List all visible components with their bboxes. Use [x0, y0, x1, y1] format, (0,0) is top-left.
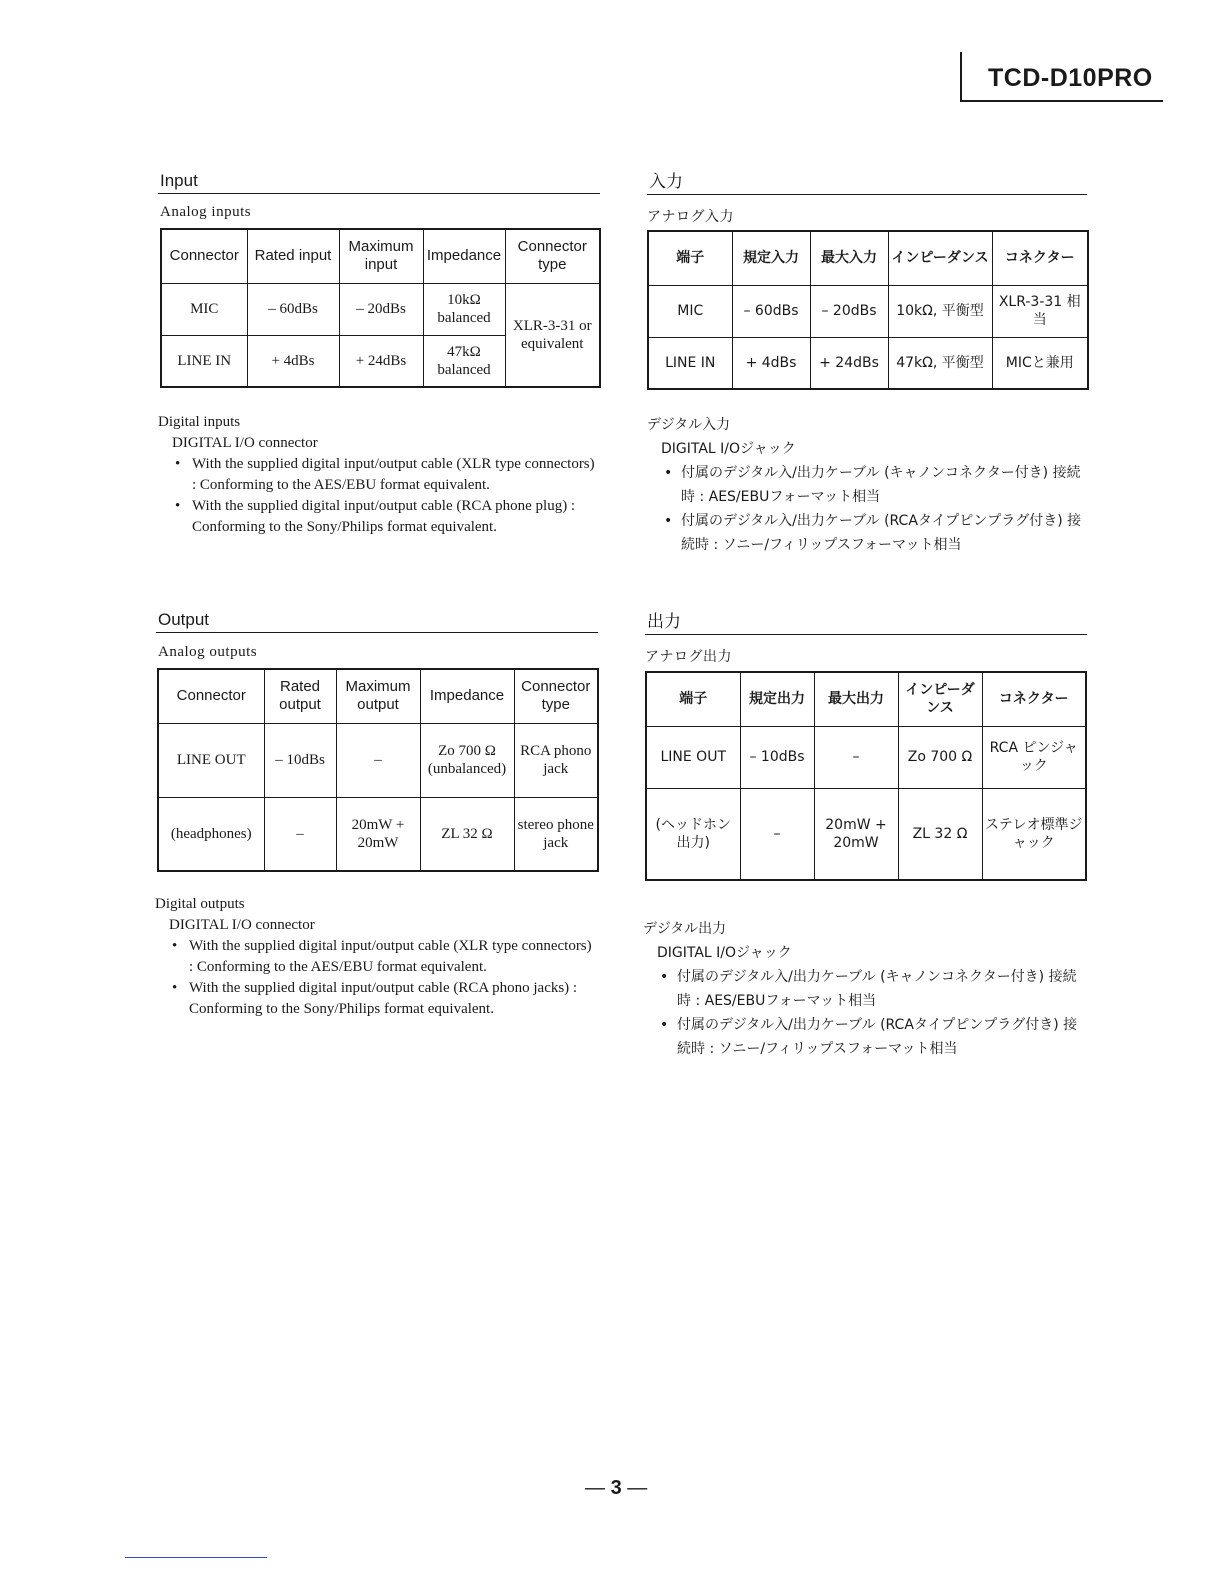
cell-impedance: Zo 700 Ω [898, 726, 982, 788]
col-header: Maximum output [336, 669, 420, 723]
col-header: Maximum input [339, 229, 423, 283]
input-heading: Input [158, 171, 600, 194]
digital-connector-label-jp: DIGITAL I/Oジャック [661, 441, 796, 457]
table-row [158, 723, 598, 797]
cell-rated: + 4dBs [247, 335, 339, 387]
list-item: • 付属のデジタル入/出力ケーブル (キャノンコネクター付き) 接続時 : AES/EBUフォーマット相当 [677, 965, 1087, 1013]
cell-connector: MIC [648, 285, 732, 337]
digital-connector-label: DIGITAL I/O connector [169, 917, 315, 933]
table-row [646, 726, 1086, 788]
col-header: Impedance [423, 229, 505, 283]
list-item: • With the supplied digital input/output cable (XLR type connectors) : Conforming to the AES/EBU format equivalent. [189, 936, 597, 978]
table-row [161, 283, 600, 335]
digital-inputs-block-jp [647, 413, 1087, 557]
cell-rated: – 10dBs [264, 723, 336, 797]
col-header: Rated input [247, 229, 339, 283]
cell-connector-type: RCA ピンジャック [982, 726, 1086, 788]
analog-inputs-label: Analog inputs [160, 204, 252, 220]
digital-inputs-label-jp: デジタル入力 [647, 417, 731, 433]
analog-outputs-table [157, 668, 599, 872]
digital-inputs-label: Digital inputs [158, 414, 241, 430]
col-header: Connector [161, 229, 247, 283]
model-header [960, 52, 1163, 102]
input-heading-jp: 入力 [647, 172, 1087, 195]
cell-impedance: 47kΩ balanced [423, 335, 505, 387]
cell-max: – [336, 723, 420, 797]
digital-outputs-list-jp [643, 965, 1087, 1061]
analog-inputs-table [160, 228, 601, 388]
output-heading-jp: 出力 [645, 612, 1087, 635]
col-header: コネクター [982, 672, 1086, 726]
analog-inputs-table-jp [647, 230, 1089, 390]
cell-max: – 20dBs [810, 285, 888, 337]
cell-max: + 24dBs [810, 337, 888, 389]
cell-impedance: 47kΩ, 平衡型 [888, 337, 992, 389]
cell-impedance: ZL 32 Ω [898, 788, 982, 880]
analog-inputs-label-jp: アナログ入力 [647, 209, 734, 225]
analog-outputs-table-jp [645, 671, 1087, 881]
table-row [158, 797, 598, 871]
digital-outputs-list [155, 936, 597, 1020]
list-item: • With the supplied digital input/output cable (RCA phone plug) : Conforming to the Sony/Philips format equivalent. [192, 496, 600, 538]
digital-connector-label-jp: DIGITAL I/Oジャック [657, 945, 792, 961]
cell-connector-type: XLR-3-31 or equivalent [505, 283, 600, 387]
col-header: Connector [158, 669, 264, 723]
cell-max: – [814, 726, 898, 788]
cell-connector: (ヘッドホン出力) [646, 788, 740, 880]
page-number [585, 1477, 647, 1500]
digital-outputs-block [155, 894, 597, 1020]
cell-rated: – [264, 797, 336, 871]
page-dash-right: — [621, 1477, 648, 1499]
col-header: 規定出力 [740, 672, 814, 726]
cell-connector: MIC [161, 283, 247, 335]
digital-inputs-list-jp [647, 461, 1087, 557]
cell-impedance: 10kΩ balanced [423, 283, 505, 335]
table-header-row [158, 669, 598, 723]
table-row [648, 285, 1088, 337]
analog-outputs-label-jp: アナログ出力 [645, 649, 732, 665]
col-header: コネクター [992, 231, 1088, 285]
col-header: Connector type [514, 669, 598, 723]
cell-rated: – 10dBs [740, 726, 814, 788]
cell-rated: – [740, 788, 814, 880]
digital-outputs-label-jp: デジタル出力 [643, 921, 727, 937]
table-row [646, 788, 1086, 880]
cell-connector-type: ステレオ標準ジャック [982, 788, 1086, 880]
cell-connector: LINE OUT [646, 726, 740, 788]
cell-connector-type: MICと兼用 [992, 337, 1088, 389]
cell-rated: – 60dBs [247, 283, 339, 335]
col-header: インピーダンス [888, 231, 992, 285]
col-header: Rated output [264, 669, 336, 723]
list-item: • 付属のデジタル入/出力ケーブル (キャノンコネクター付き) 接続時 : AES/EBUフォーマット相当 [681, 461, 1087, 509]
cell-rated: – 60dBs [732, 285, 810, 337]
table-header-row [648, 231, 1088, 285]
list-item: • With the supplied digital input/output cable (XLR type connectors) : Conforming to the AES/EBU format equivalent. [192, 454, 600, 496]
page-number-value: 3 [610, 1477, 622, 1499]
cell-connector: LINE OUT [158, 723, 264, 797]
cell-max: – 20dBs [339, 283, 423, 335]
model-title: TCD-D10PRO [988, 64, 1153, 92]
cell-max: + 24dBs [339, 335, 423, 387]
col-header: 最大出力 [814, 672, 898, 726]
cell-connector: (headphones) [158, 797, 264, 871]
table-header-row [161, 229, 600, 283]
col-header: Impedance [420, 669, 514, 723]
cell-impedance: 10kΩ, 平衡型 [888, 285, 992, 337]
col-header: Connector type [505, 229, 600, 283]
cell-connector: LINE IN [648, 337, 732, 389]
cell-max: 20mW + 20mW [336, 797, 420, 871]
cell-connector-type: RCA phono jack [514, 723, 598, 797]
digital-outputs-label: Digital outputs [155, 896, 245, 912]
table-row [648, 337, 1088, 389]
list-item: • 付属のデジタル入/出力ケーブル (RCAタイプピンプラグ付き) 接続時 : ソニー/フィリップスフォーマット相当 [677, 1013, 1087, 1061]
col-header: 端子 [646, 672, 740, 726]
cell-rated: + 4dBs [732, 337, 810, 389]
cell-max: 20mW + 20mW [814, 788, 898, 880]
cell-impedance: ZL 32 Ω [420, 797, 514, 871]
col-header: 端子 [648, 231, 732, 285]
list-item: • With the supplied digital input/output cable (RCA phono jacks) : Conforming to the Sony/Philips format equivalent. [189, 978, 597, 1020]
digital-inputs-list [158, 454, 600, 538]
list-item: • 付属のデジタル入/出力ケーブル (RCAタイプピンプラグ付き) 接続時 : ソニー/フィリップスフォーマット相当 [681, 509, 1087, 557]
cell-connector-type: XLR-3-31 相当 [992, 285, 1088, 337]
digital-inputs-block [158, 412, 600, 538]
col-header: 最大入力 [810, 231, 888, 285]
cell-impedance: Zo 700 Ω (unbalanced) [420, 723, 514, 797]
cell-connector: LINE IN [161, 335, 247, 387]
digital-connector-label: DIGITAL I/O connector [172, 435, 318, 451]
col-header: 規定入力 [732, 231, 810, 285]
footer-rule [125, 1557, 267, 1558]
digital-outputs-block-jp [643, 917, 1087, 1061]
analog-outputs-label: Analog outputs [158, 644, 258, 660]
output-heading: Output [156, 610, 598, 633]
table-header-row [646, 672, 1086, 726]
page-dash-left: — [585, 1477, 611, 1499]
col-header: インピーダンス [898, 672, 982, 726]
cell-connector-type: stereo phone jack [514, 797, 598, 871]
